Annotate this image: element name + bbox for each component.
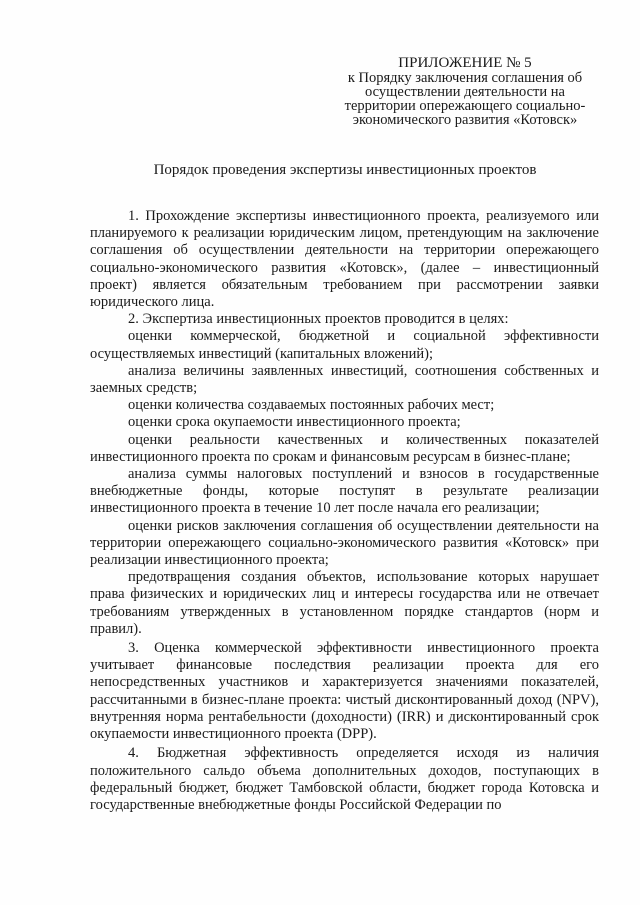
goal-item: оценки количества создаваемых постоянных рабочих мест;: [128, 397, 495, 414]
goal-item: оценки коммерческой, бюджетной и социальной эффективности осуществляемых инвестиций (капитальных вложений);: [90, 328, 599, 362]
paragraph-1: 1. Прохождение экспертизы инвестиционного проекта, реализуемого или планируемого к реализации юридическим лицом, претендующим на заключение соглашения об осуществлении деятельности на территории опережающего социально-экономического развития «Котовск», (далее – инвестиционный проект) является обязательным требованием при рассмотрении заявки юридического лица.: [90, 208, 599, 311]
appendix-title: ПРИЛОЖЕНИЕ № 5: [398, 55, 532, 71]
document-body: [90, 208, 599, 814]
appendix-line: к Порядку заключения соглашения об: [347, 70, 583, 86]
goal-item: оценки срока окупаемости инвестиционного проекта;: [128, 414, 461, 431]
goal-item: анализа суммы налоговых поступлений и взносов в государственные внебюджетные фонды, которые поступят в результате реализации инвестиционного проекта в течение 10 лет после начала его реализации;: [90, 466, 599, 517]
paragraph-4: 4. Бюджетная эффективность определяется исходя из наличия положительного сальдо объема дополнительных доходов, поступающих в федеральный бюджет, бюджет Тамбовской области, бюджет города Котовска и государственные внебюджетные фонды Российской Федерации по: [90, 745, 599, 813]
goal-item: оценки реальности качественных и количественных показателей инвестиционного проекта по срокам и финансовым ресурсам в бизнес-плане;: [90, 431, 599, 465]
appendix-line: осуществлении деятельности на: [365, 84, 565, 100]
paragraph-3: 3. Оценка коммерческой эффективности инвестиционного проекта учитывает финансовые последствия реализации проекта для его непосредственных участников и характеризуется значениями показателей, рассчитанными в бизнес-плане проекта: чистый дисконтированный доход (NPV), внутренняя норма рентабельности (доходности) (IRR) и дисконтированный срок окупаемости инвестиционного проекта (DPP).: [90, 640, 599, 743]
document-title: Порядок проведения экспертизы инвестиционных проектов: [153, 162, 537, 178]
goal-item: предотвращения создания объектов, использование которых нарушает права физических и юридических лиц и интересы государства или не отвечает требованиям утвержденных в установленном порядке стандартов (норм и правил).: [90, 569, 599, 637]
appendix-line: территории опережающего социально-: [344, 98, 586, 114]
appendix-header: [330, 56, 600, 127]
appendix-line: экономического развития «Котовск»: [352, 112, 578, 128]
paragraph-2: 2. Экспертиза инвестиционных проектов проводится в целях:: [128, 311, 509, 328]
goal-item: анализа величины заявленных инвестиций, соотношения собственных и заемных средств;: [90, 362, 599, 397]
goal-item: оценки рисков заключения соглашения об осуществлении деятельности на территории опережающего социально-экономического развития «Котовск» при реализации инвестиционного проекта;: [90, 517, 599, 569]
